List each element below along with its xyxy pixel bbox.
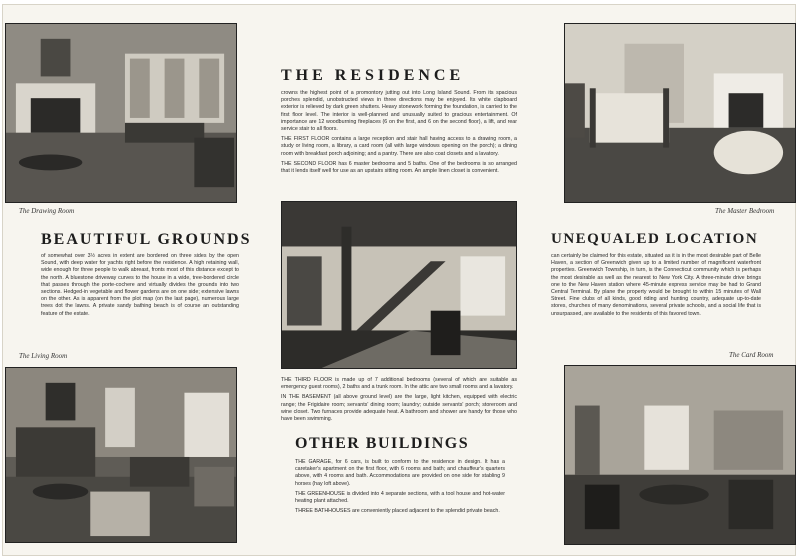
drawing-room-photo bbox=[5, 23, 237, 203]
card-room-caption: The Card Room bbox=[729, 351, 774, 359]
other-buildings-text bbox=[295, 459, 505, 518]
living-room-photo bbox=[5, 367, 237, 543]
third-floor-paragraph: THE THIRD FLOOR is made up of 7 additional bedrooms (several of which are suitable as emergency guest rooms), 2 baths and a trunk room. In the attic are two small rooms and a lavatory. bbox=[281, 377, 517, 391]
grounds-text bbox=[41, 253, 239, 321]
residence-first-floor: THE FIRST FLOOR contains a large reception and stair hall having access to a drawing room, a study or living room, a library, a card room (all with large windows opening on the porch); a dining room with breakfast porch adjoining; and a pantry. There are also coat closets and a lavatory. bbox=[281, 136, 517, 157]
greenhouse-paragraph: THE GREENHOUSE is divided into 4 separate sections, with a tool house and hot-water heating plant attached. bbox=[295, 490, 505, 505]
master-bedroom-caption: The Master Bedroom bbox=[715, 207, 775, 215]
residence-text bbox=[281, 90, 517, 178]
residence-intro: crowns the highest point of a promontory jutting out into Long Island Sound. From its spacious porches splendid, unobstructed views in three directions may be enjoyed. Its white clapboard exterior is relieved by dark green shutters. Heavy stonework forming the foundation, is carried to the first floor level. The interior is well-planned and unusually suited to gracious entertainment. Of importance are 12 woodburning fireplaces (6 on the first, and 6 on the second floor), a lift, and rear service stair to all floors. bbox=[281, 90, 517, 133]
grounds-paragraph: of somewhat over 3½ acres in extent are bordered on three sides by the open Sound, with deep water for yachts right before the residence. A high retaining wall, wide enough for three people to walk abreast, fronts most of this distance except to the north. A bluestone driveway curves to the house in a wide, tree-bordered circle that passes through the porte-cochere and virtually divides the grounds into two sections. Hedged-in vegetable and flower gardens are on one side; extensive lawns on the other. As is apparent from the plot map (on the last page), numerous large trees dot the lawns. A private sandy bathing beach is of course an outstanding feature of the estate. bbox=[41, 253, 239, 317]
grounds-heading: BEAUTIFUL GROUNDS bbox=[41, 231, 252, 248]
brochure-sheet bbox=[2, 4, 796, 556]
garage-paragraph: THE GARAGE, for 6 cars, is built to conform to the residence in design. It has a caretaker's apartment on the first floor, with 6 rooms and bath; and chauffeur's quarters above, with 4 rooms and bath. Accommodations are provided on one side for stabling 9 horses (hay loft above). bbox=[295, 459, 505, 487]
other-buildings-heading: OTHER BUILDINGS bbox=[295, 435, 470, 452]
master-bedroom-photo bbox=[564, 23, 796, 203]
location-text bbox=[551, 253, 761, 321]
living-room-caption: The Living Room bbox=[19, 352, 68, 360]
drawing-room-caption: The Drawing Room bbox=[19, 207, 75, 215]
lower-floors-text bbox=[281, 377, 517, 426]
location-heading: UNEQUALED LOCATION bbox=[551, 231, 759, 247]
residence-second-floor: THE SECOND FLOOR has 6 master bedrooms and 5 baths. One of the bedrooms is so arranged that it lends itself well for use as an upstairs sitting room. An ample linen closet is convenient. bbox=[281, 160, 517, 175]
location-paragraph: can certainly be claimed for this estate, situated as it is in the most desirable part of Belle Haven, a section of Greenwich given up to a limited number of magnificent waterfront properties. Greenwich Township, in turn, is the Connecticut community which is perhaps the most desirable as well as the nearest to New York City. A three-minute drive brings one to the New Haven station where 45-minute express service may be had to Grand Central Terminal. By plane the property would be brought to within 15 minutes of Wall Street. Fine clubs of all kinds, good riding and hunting country, adequate up-to-date stores, churches of many denominations, several private schools, and a social life that is unsurpassed, are available to the residents of this favored town. bbox=[551, 253, 761, 317]
stair-hall-photo bbox=[281, 201, 517, 369]
residence-heading: THE RESIDENCE bbox=[281, 67, 465, 84]
bathhouses-paragraph: THREE BATHHOUSES are conveniently placed adjacent to the splendid private beach. bbox=[295, 508, 500, 515]
basement-paragraph: IN THE BASEMENT (all above ground level) are the large, light kitchen, equipped with electric range; the Frigidaire room; servants' dining room; laundry; outside servants' porch; storeroom and wine closet. Two furnaces provide adequate heat. A bathroom and shower are handy for those who have been swimming. bbox=[281, 394, 517, 423]
card-room-photo bbox=[564, 365, 796, 545]
